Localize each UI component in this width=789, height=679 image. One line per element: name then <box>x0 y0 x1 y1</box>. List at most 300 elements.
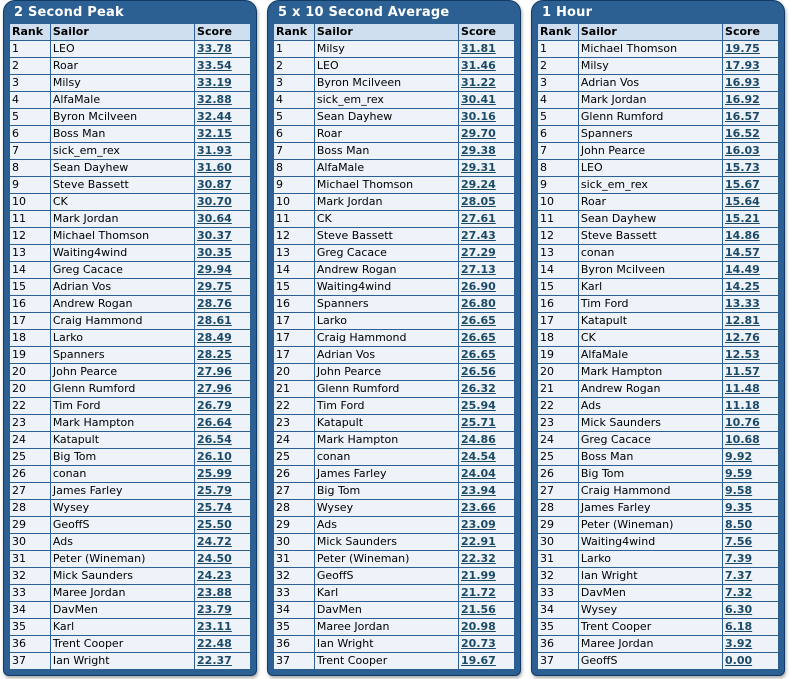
score-link[interactable]: 24.23 <box>197 569 232 582</box>
table-row <box>10 109 251 126</box>
sailor-cell: Wysey <box>50 500 194 517</box>
score-column-header: Score <box>459 24 515 41</box>
score-cell <box>459 364 515 381</box>
sailor-cell: Karl <box>578 279 722 296</box>
sailor-cell: GeoffS <box>50 517 194 534</box>
rank-cell: 17 <box>274 347 315 364</box>
score-link[interactable]: 21.99 <box>461 569 496 582</box>
rank-cell: 16 <box>538 296 579 313</box>
score-link[interactable]: 23.11 <box>197 620 232 633</box>
sailor-cell: Big Tom <box>578 466 722 483</box>
score-column-header: Score <box>723 24 779 41</box>
score-cell <box>723 143 779 160</box>
table-row <box>274 296 515 313</box>
rank-cell: 17 <box>10 313 51 330</box>
rank-cell: 23 <box>10 415 51 432</box>
sailor-cell: Mark Hampton <box>50 415 194 432</box>
rank-cell: 14 <box>10 262 51 279</box>
table-row <box>274 483 515 500</box>
score-cell <box>195 398 251 415</box>
score-link[interactable]: 24.04 <box>461 467 496 480</box>
sailor-cell: Boss Man <box>314 143 458 160</box>
score-link[interactable]: 27.43 <box>461 229 496 242</box>
table-row <box>10 500 251 517</box>
score-link[interactable]: 14.49 <box>725 263 760 276</box>
sailor-cell: Mark Jordan <box>314 194 458 211</box>
score-link[interactable]: 25.79 <box>197 484 232 497</box>
score-cell <box>195 619 251 636</box>
sailor-cell: Ian Wright <box>314 636 458 653</box>
score-cell <box>459 517 515 534</box>
score-link[interactable]: 32.15 <box>197 127 232 140</box>
score-cell <box>195 109 251 126</box>
table-row <box>538 636 779 653</box>
score-link[interactable]: 29.94 <box>197 263 232 276</box>
score-link[interactable]: 26.54 <box>197 433 232 446</box>
score-link[interactable]: 24.72 <box>197 535 232 548</box>
sailor-cell: Katapult <box>578 313 722 330</box>
score-cell <box>459 636 515 653</box>
rank-cell: 9 <box>538 177 579 194</box>
table-row <box>538 534 779 551</box>
table-row <box>10 466 251 483</box>
score-link[interactable]: 33.19 <box>197 76 232 89</box>
score-link[interactable]: 30.64 <box>197 212 232 225</box>
table-row <box>274 58 515 75</box>
score-link[interactable]: 25.50 <box>197 518 232 531</box>
rank-cell: 22 <box>10 398 51 415</box>
score-cell <box>459 313 515 330</box>
score-link[interactable]: 29.38 <box>461 144 496 157</box>
score-link[interactable]: 23.66 <box>461 501 496 514</box>
score-cell <box>723 126 779 143</box>
table-row <box>538 211 779 228</box>
score-cell <box>459 296 515 313</box>
score-link[interactable]: 32.44 <box>197 110 232 123</box>
table-row <box>274 449 515 466</box>
sailor-cell: Mick Saunders <box>50 568 194 585</box>
score-link[interactable]: 26.80 <box>461 297 496 310</box>
sailor-cell: Greg Cacace <box>314 245 458 262</box>
score-link[interactable]: 22.32 <box>461 552 496 565</box>
table-row <box>274 347 515 364</box>
rank-cell: 30 <box>274 534 315 551</box>
score-link[interactable]: 27.61 <box>461 212 496 225</box>
score-cell <box>195 160 251 177</box>
rank-cell: 29 <box>538 517 579 534</box>
score-link[interactable]: 16.93 <box>725 76 760 89</box>
score-cell <box>459 228 515 245</box>
score-link[interactable]: 11.48 <box>725 382 760 395</box>
sailor-cell: Wysey <box>314 500 458 517</box>
score-cell <box>195 364 251 381</box>
score-link[interactable]: 20.73 <box>461 637 496 650</box>
sailor-cell: Larko <box>314 313 458 330</box>
score-link[interactable]: 12.81 <box>725 314 760 327</box>
score-link[interactable]: 28.76 <box>197 297 232 310</box>
table-row <box>274 177 515 194</box>
table-row <box>538 126 779 143</box>
score-link[interactable]: 16.92 <box>725 93 760 106</box>
score-link[interactable]: 14.57 <box>725 246 760 259</box>
score-cell <box>459 279 515 296</box>
rank-cell: 24 <box>274 432 315 449</box>
table-row <box>274 466 515 483</box>
score-link[interactable]: 28.49 <box>197 331 232 344</box>
score-link[interactable]: 22.37 <box>197 654 232 667</box>
score-link[interactable]: 7.56 <box>725 535 753 548</box>
sailor-cell: Michael Thomson <box>314 177 458 194</box>
table-row <box>538 602 779 619</box>
sailor-cell: Trent Cooper <box>578 619 722 636</box>
score-link[interactable]: 31.81 <box>461 42 496 55</box>
rank-cell: 23 <box>274 415 315 432</box>
table-row <box>538 296 779 313</box>
table-row <box>10 551 251 568</box>
table-row <box>538 415 779 432</box>
score-link[interactable]: 23.88 <box>197 586 232 599</box>
score-link[interactable]: 29.70 <box>461 127 496 140</box>
rank-cell: 37 <box>538 653 579 670</box>
table-row <box>10 381 251 398</box>
score-link[interactable]: 16.57 <box>725 110 760 123</box>
rank-cell: 17 <box>274 313 315 330</box>
score-link[interactable]: 30.87 <box>197 178 232 191</box>
score-link[interactable]: 7.39 <box>725 552 753 565</box>
score-link[interactable]: 26.64 <box>197 416 232 429</box>
score-link[interactable]: 31.46 <box>461 59 496 72</box>
rank-cell: 27 <box>538 483 579 500</box>
score-link[interactable]: 6.18 <box>725 620 753 633</box>
score-link[interactable]: 15.21 <box>725 212 760 225</box>
score-cell <box>459 653 515 670</box>
score-link[interactable]: 9.35 <box>725 501 753 514</box>
score-cell <box>459 347 515 364</box>
table-header-row <box>274 24 515 41</box>
score-link[interactable]: 25.71 <box>461 416 496 429</box>
table-row <box>538 177 779 194</box>
rank-cell: 29 <box>274 517 315 534</box>
score-link[interactable]: 6.30 <box>725 603 753 616</box>
score-link[interactable]: 15.73 <box>725 161 760 174</box>
score-cell <box>723 92 779 109</box>
table-row <box>10 653 251 670</box>
sailor-cell: Steve Bassett <box>578 228 722 245</box>
rank-cell: 8 <box>274 160 315 177</box>
table-row <box>538 245 779 262</box>
score-cell <box>459 245 515 262</box>
score-link[interactable]: 24.50 <box>197 552 232 565</box>
rank-cell: 36 <box>274 636 315 653</box>
score-link[interactable]: 15.64 <box>725 195 760 208</box>
score-cell <box>723 449 779 466</box>
table-row <box>538 449 779 466</box>
score-link[interactable]: 12.76 <box>725 331 760 344</box>
score-link[interactable]: 30.16 <box>461 110 496 123</box>
table-row <box>274 432 515 449</box>
score-link[interactable]: 7.32 <box>725 586 753 599</box>
score-link[interactable]: 15.67 <box>725 178 760 191</box>
table-row <box>274 126 515 143</box>
score-link[interactable]: 27.96 <box>197 365 232 378</box>
score-cell <box>195 262 251 279</box>
score-link[interactable]: 33.78 <box>197 42 232 55</box>
score-link[interactable]: 26.65 <box>461 314 496 327</box>
rank-cell: 20 <box>274 364 315 381</box>
table-row <box>10 143 251 160</box>
rank-cell: 5 <box>274 109 315 126</box>
rank-cell: 15 <box>274 279 315 296</box>
score-link[interactable]: 13.33 <box>725 297 760 310</box>
score-cell <box>723 211 779 228</box>
score-link[interactable]: 30.37 <box>197 229 232 242</box>
score-link[interactable]: 21.72 <box>461 586 496 599</box>
table-row <box>10 160 251 177</box>
score-link[interactable]: 31.22 <box>461 76 496 89</box>
score-cell <box>723 330 779 347</box>
score-link[interactable]: 26.79 <box>197 399 232 412</box>
score-link[interactable]: 29.75 <box>197 280 232 293</box>
score-link[interactable]: 23.94 <box>461 484 496 497</box>
score-link[interactable]: 26.90 <box>461 280 496 293</box>
score-link[interactable]: 23.09 <box>461 518 496 531</box>
sailor-cell: DavMen <box>578 585 722 602</box>
sailor-cell: Andrew Rogan <box>314 262 458 279</box>
score-link[interactable]: 14.86 <box>725 229 760 242</box>
table-row <box>10 415 251 432</box>
rank-cell: 32 <box>274 568 315 585</box>
score-cell <box>195 653 251 670</box>
rank-cell: 33 <box>10 585 51 602</box>
table-row <box>274 92 515 109</box>
table-row <box>10 177 251 194</box>
score-cell <box>195 279 251 296</box>
rank-cell: 34 <box>274 602 315 619</box>
rank-cell: 26 <box>538 466 579 483</box>
rank-cell: 3 <box>274 75 315 92</box>
sailor-cell: Katapult <box>50 432 194 449</box>
table-row <box>10 449 251 466</box>
score-link[interactable]: 31.60 <box>197 161 232 174</box>
score-link[interactable]: 11.18 <box>725 399 760 412</box>
table-row <box>274 313 515 330</box>
table-row <box>538 330 779 347</box>
rank-cell: 11 <box>274 211 315 228</box>
table-row <box>538 347 779 364</box>
score-cell <box>723 483 779 500</box>
sailor-cell: Sean Dayhew <box>578 211 722 228</box>
score-cell <box>723 602 779 619</box>
score-link[interactable]: 16.52 <box>725 127 760 140</box>
rank-cell: 1 <box>10 41 51 58</box>
score-link[interactable]: 29.24 <box>461 178 496 191</box>
table-row <box>274 262 515 279</box>
score-link[interactable]: 26.32 <box>461 382 496 395</box>
score-cell <box>459 160 515 177</box>
score-link[interactable]: 21.56 <box>461 603 496 616</box>
rank-column-header: Rank <box>538 24 579 41</box>
score-link[interactable]: 26.65 <box>461 348 496 361</box>
score-link[interactable]: 32.88 <box>197 93 232 106</box>
panel-5x10-second-average <box>267 0 521 676</box>
rank-cell: 24 <box>10 432 51 449</box>
sailor-cell: DavMen <box>50 602 194 619</box>
score-link[interactable]: 19.75 <box>725 42 760 55</box>
score-cell <box>459 415 515 432</box>
score-cell <box>195 483 251 500</box>
rank-cell: 22 <box>538 398 579 415</box>
table-row <box>538 432 779 449</box>
score-cell <box>723 585 779 602</box>
table-row <box>538 313 779 330</box>
score-link[interactable]: 23.79 <box>197 603 232 616</box>
rank-cell: 27 <box>274 483 315 500</box>
sailor-cell: Waiting4wind <box>50 245 194 262</box>
rank-cell: 10 <box>10 194 51 211</box>
sailor-cell: conan <box>50 466 194 483</box>
panel-2-second-peak <box>3 0 257 676</box>
score-link[interactable]: 10.68 <box>725 433 760 446</box>
rank-cell: 6 <box>538 126 579 143</box>
sailor-cell: Wysey <box>578 602 722 619</box>
table-row <box>538 75 779 92</box>
score-cell <box>195 449 251 466</box>
table-row <box>10 296 251 313</box>
score-link[interactable]: 26.10 <box>197 450 232 463</box>
score-link[interactable]: 19.67 <box>461 654 496 667</box>
sailor-cell: Tim Ford <box>50 398 194 415</box>
score-link[interactable]: 26.65 <box>461 331 496 344</box>
score-cell <box>195 75 251 92</box>
score-link[interactable]: 30.70 <box>197 195 232 208</box>
table-row <box>274 381 515 398</box>
sailor-cell: Andrew Rogan <box>578 381 722 398</box>
rank-cell: 3 <box>10 75 51 92</box>
table-row <box>274 41 515 58</box>
score-link[interactable]: 10.76 <box>725 416 760 429</box>
score-link[interactable]: 22.91 <box>461 535 496 548</box>
score-link[interactable]: 14.25 <box>725 280 760 293</box>
score-cell <box>459 619 515 636</box>
rank-cell: 7 <box>10 143 51 160</box>
rank-cell: 35 <box>10 619 51 636</box>
sailor-cell: conan <box>314 449 458 466</box>
score-link[interactable]: 9.59 <box>725 467 753 480</box>
sailor-cell: Peter (Wineman) <box>50 551 194 568</box>
rank-cell: 30 <box>538 534 579 551</box>
rank-cell: 2 <box>10 58 51 75</box>
table-row <box>538 500 779 517</box>
score-cell <box>459 330 515 347</box>
score-link[interactable]: 11.57 <box>725 365 760 378</box>
score-link[interactable]: 25.74 <box>197 501 232 514</box>
score-link[interactable]: 16.03 <box>725 144 760 157</box>
sailor-cell: John Pearce <box>578 143 722 160</box>
score-link[interactable]: 17.93 <box>725 59 760 72</box>
score-link[interactable]: 27.96 <box>197 382 232 395</box>
rank-cell: 11 <box>538 211 579 228</box>
score-link[interactable]: 31.93 <box>197 144 232 157</box>
sailor-cell: CK <box>314 211 458 228</box>
table-row <box>538 517 779 534</box>
sailor-cell: Mick Saunders <box>314 534 458 551</box>
score-cell <box>723 109 779 126</box>
sailor-cell: Sean Dayhew <box>314 109 458 126</box>
score-cell <box>459 194 515 211</box>
score-cell <box>723 296 779 313</box>
sailor-cell: Ads <box>50 534 194 551</box>
score-link[interactable]: 30.41 <box>461 93 496 106</box>
rank-cell: 28 <box>538 500 579 517</box>
score-cell <box>723 551 779 568</box>
sailor-cell: AlfaMale <box>50 92 194 109</box>
score-cell <box>459 143 515 160</box>
score-cell <box>195 500 251 517</box>
score-link[interactable]: 24.86 <box>461 433 496 446</box>
score-cell <box>459 211 515 228</box>
table-row <box>538 279 779 296</box>
score-link[interactable]: 25.99 <box>197 467 232 480</box>
score-link[interactable]: 30.35 <box>197 246 232 259</box>
sailor-cell: James Farley <box>314 466 458 483</box>
score-link[interactable]: 26.56 <box>461 365 496 378</box>
score-link[interactable]: 3.92 <box>725 637 753 650</box>
score-link[interactable]: 28.25 <box>197 348 232 361</box>
rank-cell: 8 <box>538 160 579 177</box>
table-row <box>10 534 251 551</box>
sailor-cell: Maree Jordan <box>314 619 458 636</box>
score-link[interactable]: 27.29 <box>461 246 496 259</box>
rank-cell: 2 <box>538 58 579 75</box>
score-link[interactable]: 8.50 <box>725 518 753 531</box>
rank-cell: 7 <box>274 143 315 160</box>
score-link[interactable]: 9.58 <box>725 484 753 497</box>
score-link[interactable]: 33.54 <box>197 59 232 72</box>
score-link[interactable]: 28.61 <box>197 314 232 327</box>
table-row <box>274 398 515 415</box>
rank-cell: 31 <box>274 551 315 568</box>
sailor-column-header: Sailor <box>50 24 194 41</box>
panel-title: 2 Second Peak <box>14 5 124 20</box>
score-link[interactable]: 28.05 <box>461 195 496 208</box>
rank-cell: 25 <box>538 449 579 466</box>
score-cell <box>195 313 251 330</box>
sailor-cell: Mark Jordan <box>578 92 722 109</box>
score-link[interactable]: 29.31 <box>461 161 496 174</box>
score-link[interactable]: 9.92 <box>725 450 753 463</box>
sailor-cell: sick_em_rex <box>314 92 458 109</box>
score-cell <box>459 58 515 75</box>
table-row <box>10 211 251 228</box>
sailor-cell: AlfaMale <box>314 160 458 177</box>
score-link[interactable]: 0.00 <box>725 654 753 667</box>
rank-cell: 19 <box>538 347 579 364</box>
sailor-cell: Greg Cacace <box>578 432 722 449</box>
score-cell <box>195 194 251 211</box>
score-link[interactable]: 22.48 <box>197 637 232 650</box>
score-link[interactable]: 25.94 <box>461 399 496 412</box>
score-link[interactable]: 20.98 <box>461 620 496 633</box>
table-row <box>538 466 779 483</box>
score-cell <box>195 58 251 75</box>
sailor-cell: Tim Ford <box>314 398 458 415</box>
panel-title: 1 Hour <box>542 5 593 20</box>
score-link[interactable]: 27.13 <box>461 263 496 276</box>
rank-cell: 34 <box>10 602 51 619</box>
score-link[interactable]: 12.53 <box>725 348 760 361</box>
score-link[interactable]: 24.54 <box>461 450 496 463</box>
score-link[interactable]: 7.37 <box>725 569 753 582</box>
